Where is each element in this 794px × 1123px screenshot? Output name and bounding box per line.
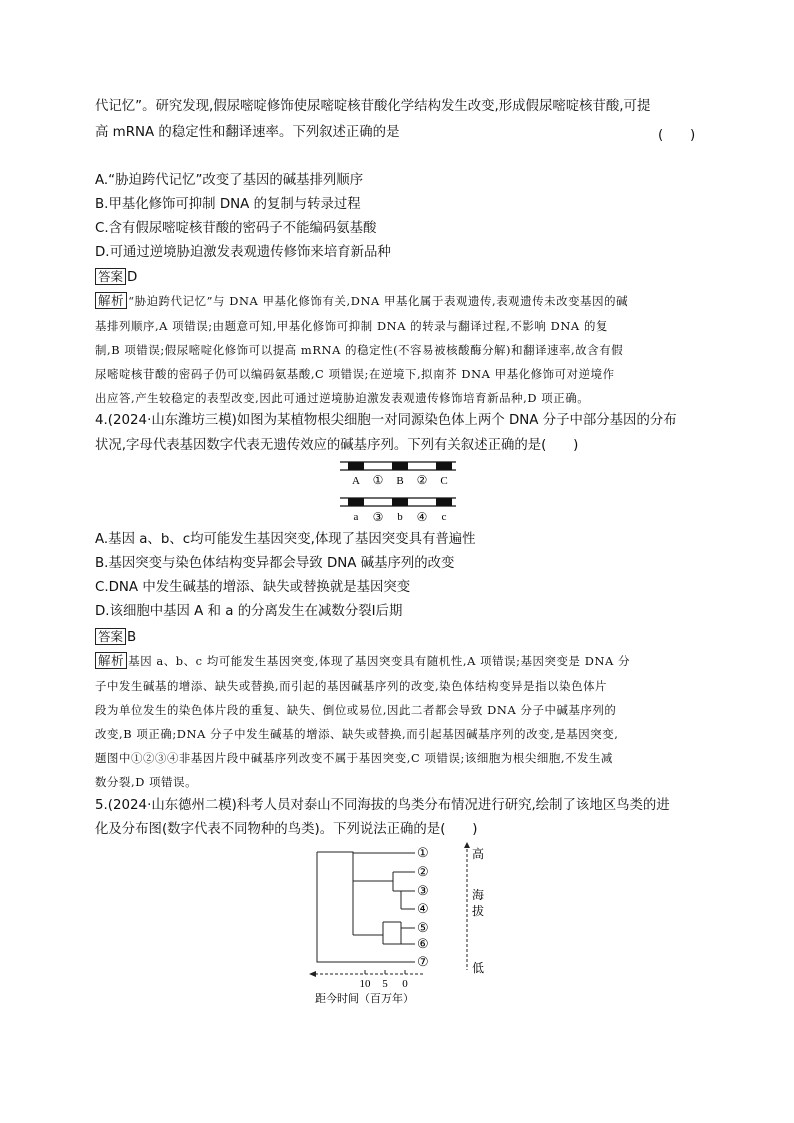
q4-analysis-line3: 段为单位发生的染色体片段的重复、缺失、倒位或易位,因此二者都会导致 DNA 分子中碱基序列的 [95, 703, 617, 717]
species-labels [417, 845, 429, 969]
species-1: ① [417, 845, 429, 860]
species-5: ⑤ [417, 920, 429, 935]
q3-answer-paren: ( ) [658, 128, 696, 143]
species-4: ④ [417, 901, 429, 916]
dna-molecule-bottom [340, 498, 456, 524]
q4-stem-line2: 状况,字母代表基因数字代表无遗传效应的碱基序列。下列有关叙述正确的是( ) [95, 438, 579, 453]
q3-analysis-line2: 基排列顺序,A 项错误;由题意可知,甲基化修饰可抑制 DNA 的转录与翻译过程,不影响 DNA 的复 [95, 319, 608, 333]
altitude-label-2: 拔 [472, 904, 485, 918]
q4-analysis-line2: 子中发生碱基的增添、缺失或替换,而引起的基因碱基序列的改变,染色体结构变异是指以染色体片 [95, 679, 608, 693]
tick-label-10: 10 [359, 978, 371, 990]
q3-option-b: B.甲基化修饰可抑制 DNA 的复制与转录过程 [95, 197, 361, 212]
species-2: ② [417, 864, 429, 879]
q5-stem-line1: 5.(2024·山东德州二模)科考人员对泰山不同海拔的鸟类分布情况进行研究,绘制了该地区鸟类的进 [95, 798, 670, 813]
altitude-high-label: 高 [472, 847, 485, 861]
gene-label-C: C [440, 475, 448, 487]
gene-label-c: c [441, 511, 447, 523]
q4-option-d: D.该细胞中基因 A 和 a 的分离发生在减数分裂Ⅰ后期 [95, 604, 403, 619]
altitude-low-label: 低 [472, 961, 485, 975]
tick-label-0: 0 [402, 978, 408, 990]
segment-label-4: ④ [416, 510, 428, 524]
gene-label-A: A [352, 475, 360, 487]
q4-analysis-line5: 题图中①②③④非基因片段中碱基序列改变不属于基因突变,C 项错误;该细胞为根尖细胞,不发生减 [95, 751, 614, 765]
gene-label-a: a [353, 511, 359, 523]
q4-option-b: B.基因突变与染色体结构变异都会导致 DNA 碱基序列的改变 [95, 556, 455, 571]
q3-analysis-line3: 制,B 项错误;假尿嘧啶化修饰可以提高 mRNA 的稳定性(不容易被核酸酶分解)和翻译速率,故含有假 [95, 343, 624, 357]
q4-option-a: A.基因 a、b、c均可能发生基因突变,体现了基因突变具有普遍性 [95, 532, 476, 547]
time-axis [309, 970, 423, 1005]
q3-analysis-line5: 出应答,产生较稳定的表型改变,因此可通过逆境胁迫激发表观遗传修饰培育新品种,D 项正确。 [95, 391, 590, 405]
q4-dna-figure [340, 460, 476, 526]
q5-stem-line2: 化及分布图(数字代表不同物种的鸟类)。下列说法正确的是( ) [95, 822, 478, 837]
species-3: ③ [417, 883, 429, 898]
segment-label-1: ① [372, 473, 384, 487]
analysis-tag: 解析 [95, 652, 127, 669]
answer-tag: 答案 [95, 628, 126, 645]
tick-label-5: 5 [382, 978, 388, 990]
analysis-tag: 解析 [95, 292, 127, 309]
q4-answer-row [95, 628, 136, 647]
q3-intro-line1: 代记忆”。研究发现,假尿嘧啶修饰使尿嘧啶核苷酸化学结构发生改变,形成假尿嘧啶核苷酸,可提 [95, 99, 651, 114]
phylogenetic-tree [317, 852, 415, 962]
q3-analysis-line1: 解析 “胁迫跨代记忆”与 DNA 甲基化修饰有关,DNA 甲基化属于表观遗传,表观遗传未改变基因的碱 [95, 292, 628, 310]
q4-analysis-line1: 解析 基因 a、b、c 均可能发生基因突变,体现了基因突变具有随机性,A 项错误;基因突变是 DNA 分 [95, 652, 630, 670]
segment-label-3: ③ [372, 510, 384, 524]
altitude-axis [464, 842, 484, 975]
q3-option-c: C.含有假尿嘧啶核苷酸的密码子不能编码氨基酸 [95, 221, 377, 236]
gene-label-B: B [396, 475, 404, 487]
answer-tag: 答案 [95, 268, 126, 285]
q3-option-d: D.可通过逆境胁迫激发表观遗传修饰来培育新品种 [95, 245, 391, 260]
q3-analysis-line4: 尿嘧啶核苷酸的密码子仍可以编码氨基酸,C 项错误;在逆境下,拟南芥 DNA 甲基化修饰可对逆境作 [95, 367, 615, 381]
q4-analysis-line6: 数分裂,D 项错误。 [95, 775, 198, 789]
dna-molecule-top [340, 462, 456, 487]
q4-analysis-line4: 改变,B 项正确;DNA 分子中发生碱基的增添、缺失或替换,而引起基因碱基序列的改变,是基因突变, [95, 727, 619, 741]
gene-label-b: b [397, 511, 403, 523]
q4-stem-line1: 4.(2024·山东潍坊三模)如图为某植物根尖细胞一对同源染色体上两个 DNA 分子中部分基因的分布 [95, 413, 677, 428]
q3-intro-line2: 高 mRNA 的稳定性和翻译速率。下列叙述正确的是 [95, 125, 400, 140]
q4-answer-value: B [127, 630, 137, 645]
altitude-label-1: 海 [472, 888, 485, 902]
q3-answer-value: D [127, 270, 138, 285]
species-6: ⑥ [417, 936, 429, 951]
segment-label-2: ② [416, 473, 428, 487]
x-axis-label: 距今时间（百万年） [315, 992, 414, 1005]
q5-phylogeny-figure [305, 842, 505, 1007]
q3-answer-row [95, 268, 137, 287]
species-7: ⑦ [417, 954, 429, 969]
q4-option-c: C.DNA 中发生碱基的增添、缺失或替换就是基因突变 [95, 580, 411, 595]
q3-option-a: A.“胁迫跨代记忆”改变了基因的碱基排列顺序 [95, 173, 364, 188]
